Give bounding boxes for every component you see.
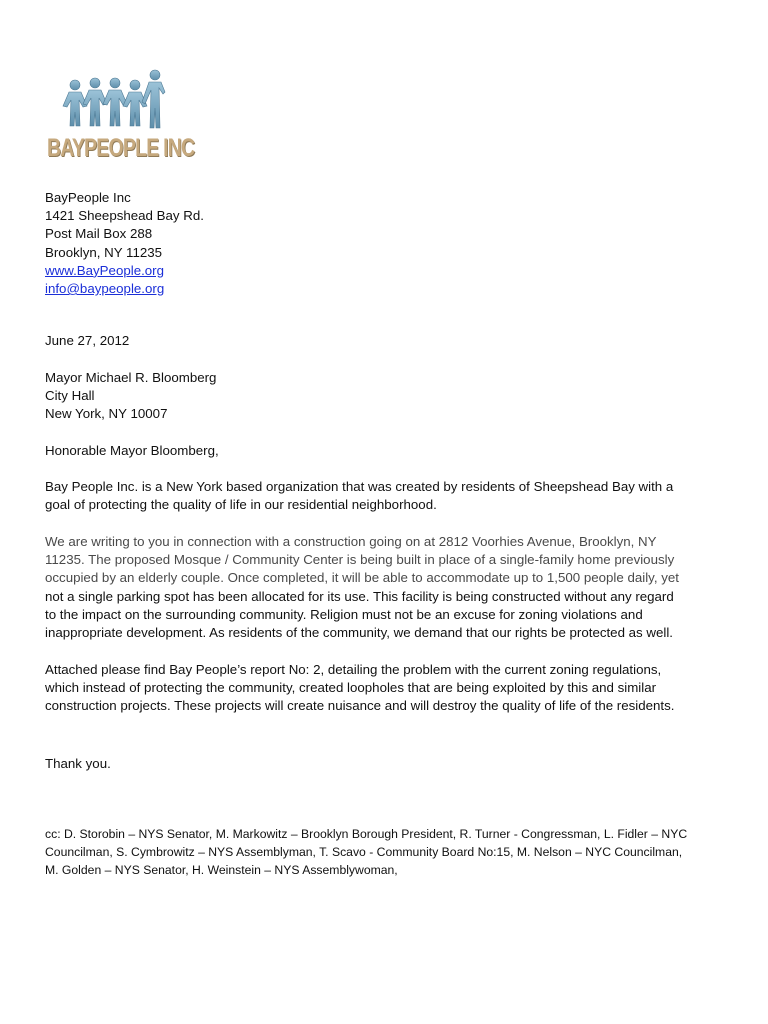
cc-line: M. Golden – NYS Senator, H. Weinstein – NYS Assemblywoman, <box>45 863 398 877</box>
paragraph-construction <box>45 533 735 642</box>
text-line: inappropriate development. As residents of the community, we demand that our rights be protected as well. <box>45 625 674 641</box>
cc-line: cc: D. Storobin – NYS Senator, M. Markowitz – Brooklyn Borough President, R. Turner - Congressman, L. Fidler – NYC <box>45 827 688 841</box>
baypeople-logo <box>47 68 197 164</box>
salutation: Honorable Mayor Bloomberg, <box>45 443 219 458</box>
text-line: goal of protecting the quality of life in our residential neighborhood. <box>45 497 437 513</box>
sender-city: Brooklyn, NY 11235 <box>45 244 163 260</box>
sender-address <box>45 189 204 298</box>
website-link[interactable]: www.BayPeople.org <box>45 262 164 278</box>
text-line: construction projects. These projects will create nuisance and will destroy the quality of life of the residents. <box>45 698 675 714</box>
paragraph-report <box>45 661 735 716</box>
text-line: to the impact on the surrounding community. Religion must not be an excuse for zoning violations and <box>45 606 643 622</box>
cc-line: Councilman, S. Cymbrowitz – NYS Assemblyman, T. Scavo - Community Board No:15, M. Nelson – NYC Councilman, <box>45 845 683 859</box>
text-line: not a single parking spot has been allocated for its use. This facility is being constructed without any regard <box>45 588 674 604</box>
recipient-city: New York, NY 10007 <box>45 406 168 422</box>
recipient-address <box>45 369 216 424</box>
sender-po-box: Post Mail Box 288 <box>45 226 153 242</box>
text-line: We are writing to you in connection with a construction going on at 2812 Voorhies Avenue, Brooklyn, NY <box>45 534 657 549</box>
text-line: 11235. The proposed Mosque / Community Center is being built in place of a single-family home previously <box>45 552 675 568</box>
closing: Thank you. <box>45 756 111 771</box>
recipient-office: City Hall <box>45 388 95 404</box>
text-line: Attached please find Bay People’s report No: 2, detailing the problem with the current zoning regulations, <box>45 662 662 677</box>
logo-wordmark: BAYPEOPLE INC <box>47 134 195 162</box>
email-link[interactable]: info@baypeople.org <box>45 281 165 297</box>
text-line: Bay People Inc. is a New York based organization that was created by residents of Sheepshead Bay with a <box>45 479 674 494</box>
sender-street: 1421 Sheepshead Bay Rd. <box>45 208 204 224</box>
sender-name: BayPeople Inc <box>45 190 131 205</box>
recipient-name: Mayor Michael R. Bloomberg <box>45 370 217 385</box>
cc-list <box>45 825 735 879</box>
people-chain-icon <box>61 68 173 136</box>
paragraph-intro <box>45 478 735 514</box>
text-line: occupied by an elderly couple. Once completed, it will be able to accommodate up to 1,500 people daily, yet <box>45 570 679 586</box>
letter-date: June 27, 2012 <box>45 333 130 348</box>
text-line: which instead of protecting the community, created loopholes that are being exploited by this and similar <box>45 680 657 696</box>
